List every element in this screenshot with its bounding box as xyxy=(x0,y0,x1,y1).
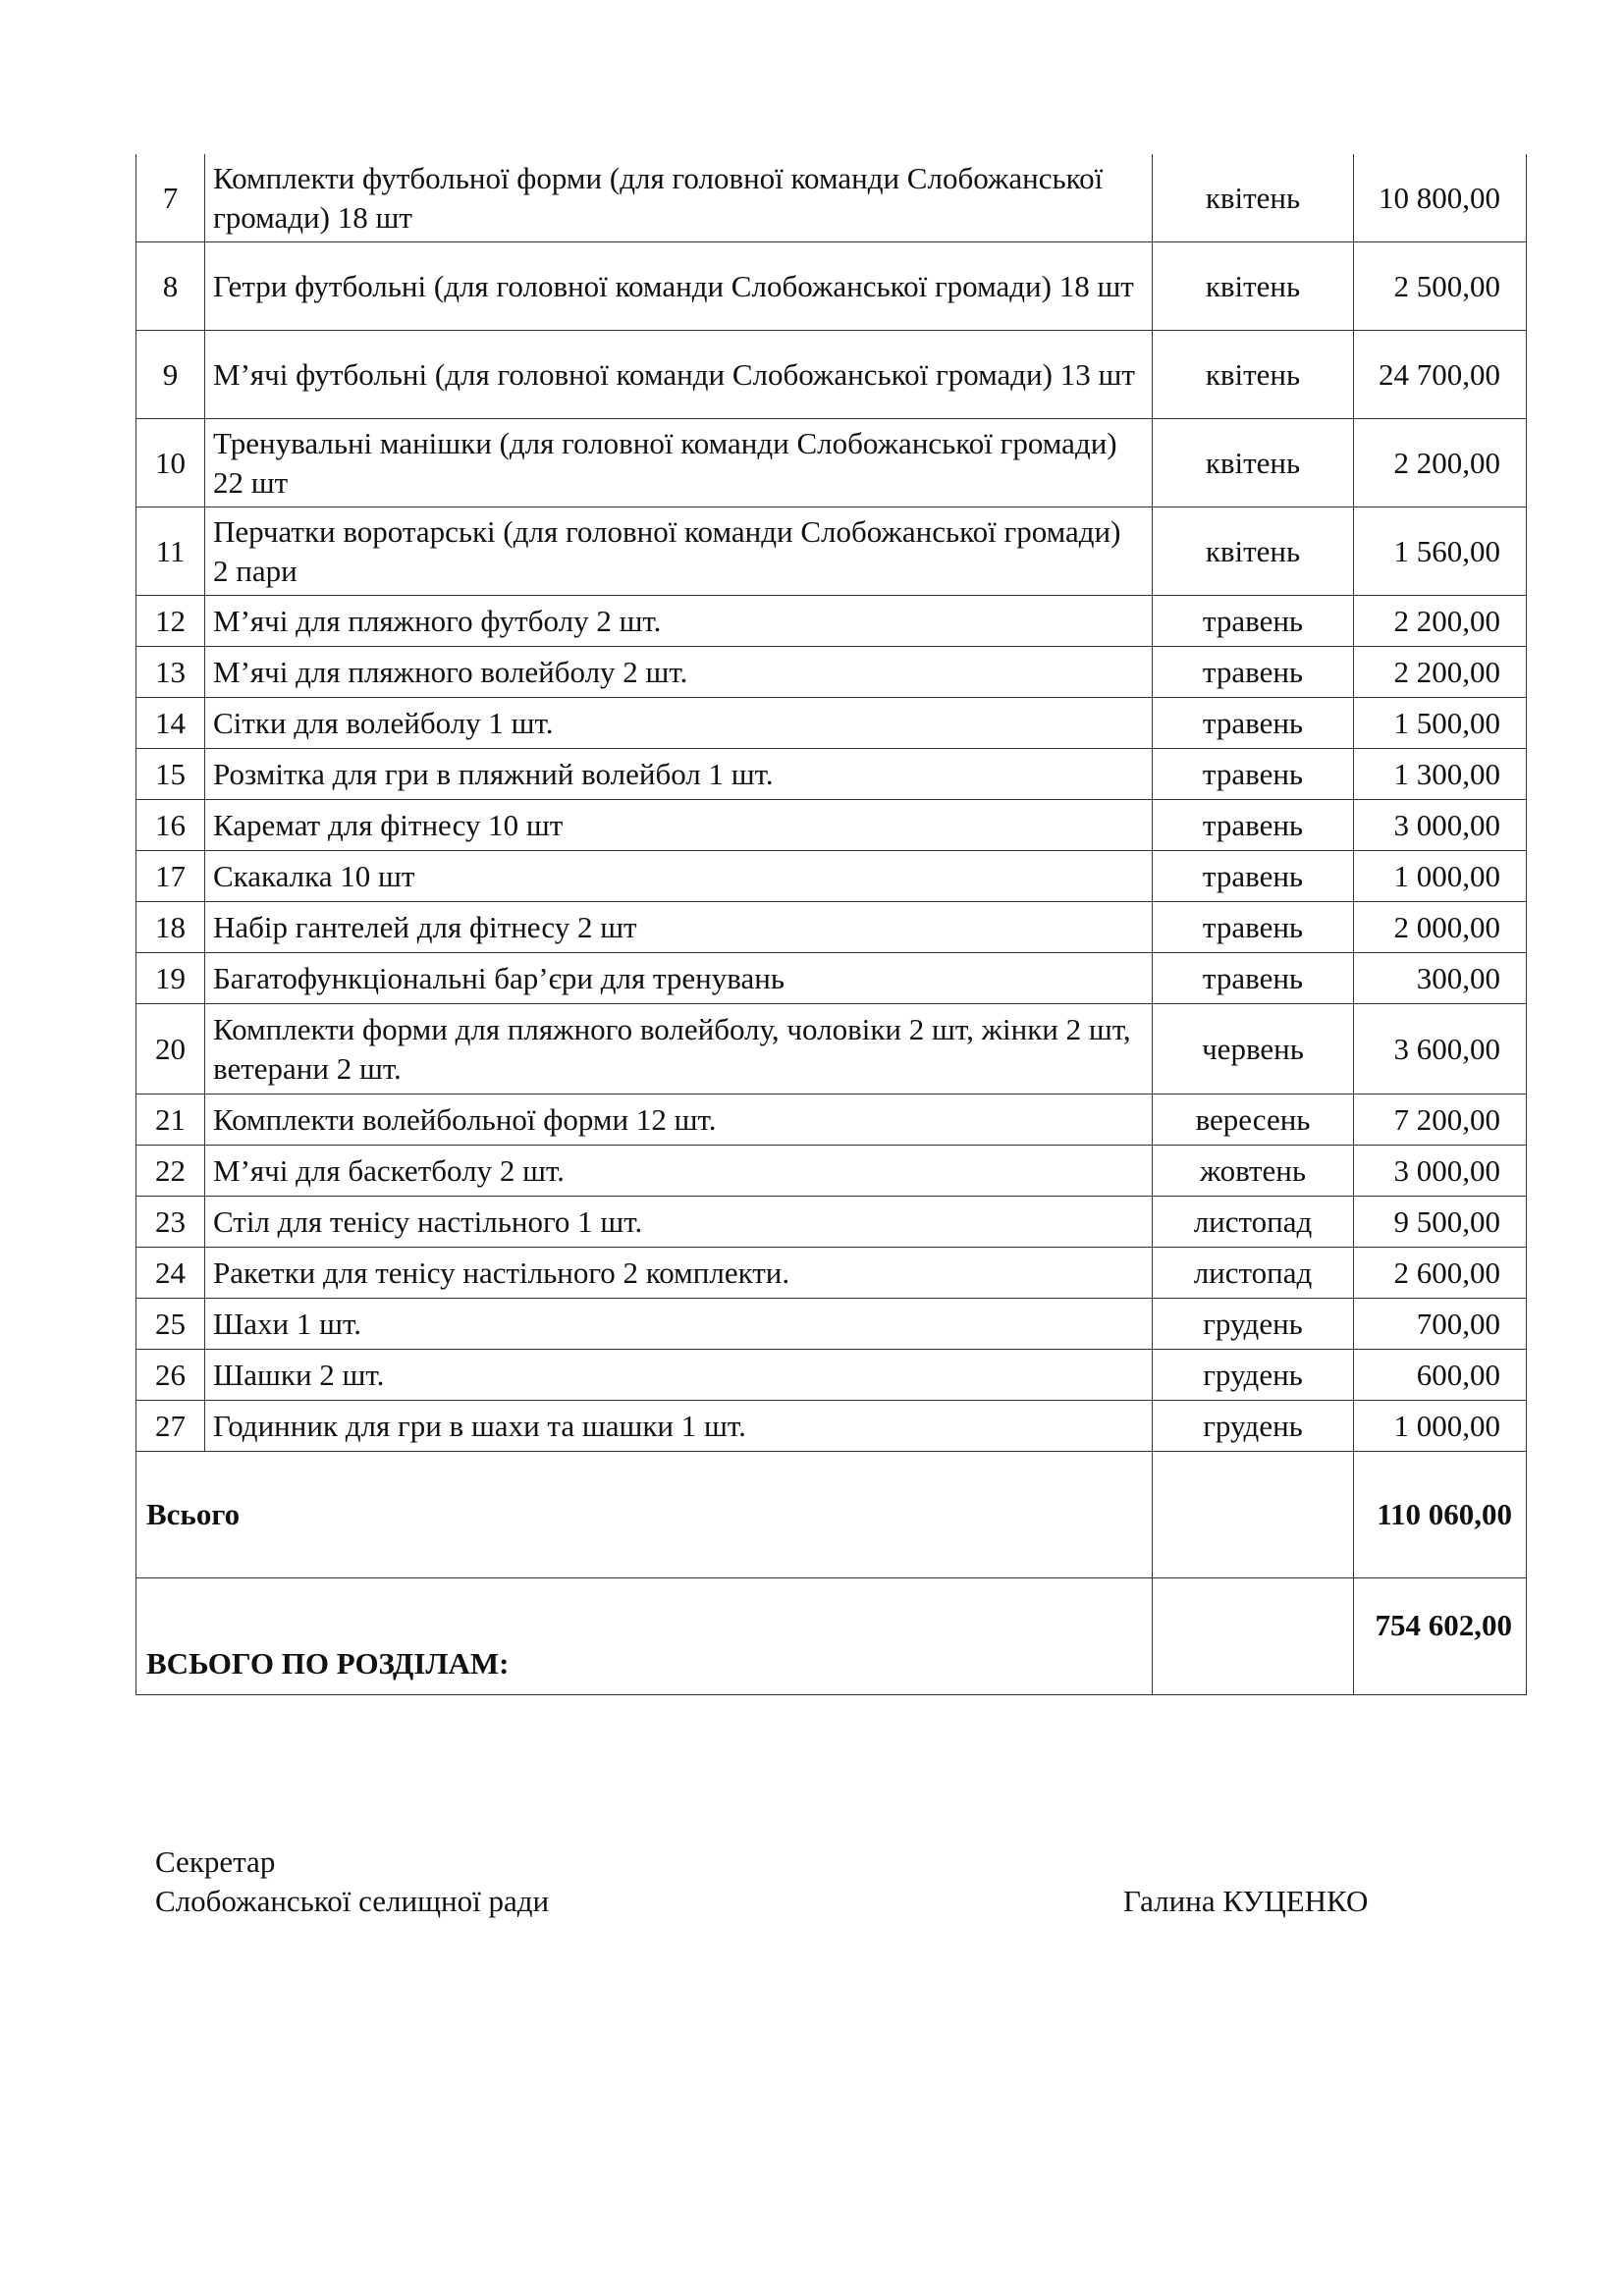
item-amount: 2 000,00 xyxy=(1354,902,1527,953)
table-row xyxy=(136,1350,1527,1401)
item-amount: 700,00 xyxy=(1354,1299,1527,1350)
item-name: Годинник для гри в шахи та шашки 1 шт. xyxy=(205,1401,1153,1452)
item-amount: 7 200,00 xyxy=(1354,1095,1527,1146)
total-label: Всього xyxy=(136,1452,1153,1578)
total-row xyxy=(136,1452,1527,1578)
purchase-month: квітень xyxy=(1153,242,1354,331)
item-name: Скакалка 10 шт xyxy=(205,851,1153,902)
row-number: 7 xyxy=(136,154,205,242)
purchase-month: травень xyxy=(1153,800,1354,851)
table-row xyxy=(136,953,1527,1004)
item-amount: 1 000,00 xyxy=(1354,1401,1527,1452)
table-row xyxy=(136,902,1527,953)
row-number: 16 xyxy=(136,800,205,851)
table-row xyxy=(136,1197,1527,1248)
item-amount: 3 000,00 xyxy=(1354,1146,1527,1197)
item-name: М’ячі для пляжного волейболу 2 шт. xyxy=(205,647,1153,698)
table-row xyxy=(136,1299,1527,1350)
row-number: 8 xyxy=(136,242,205,331)
table-row xyxy=(136,647,1527,698)
purchase-month: жовтень xyxy=(1153,1146,1354,1197)
item-name: Стіл для тенісу настільного 1 шт. xyxy=(205,1197,1153,1248)
row-number: 27 xyxy=(136,1401,205,1452)
purchase-month: травень xyxy=(1153,851,1354,902)
table-row xyxy=(136,1004,1527,1095)
purchase-month: травень xyxy=(1153,902,1354,953)
position-title: Секретар xyxy=(155,1844,276,1879)
item-name: Ракетки для тенісу настільного 2 комплекти. xyxy=(205,1248,1153,1299)
row-number: 15 xyxy=(136,749,205,800)
purchase-month: квітень xyxy=(1153,154,1354,242)
purchase-month: грудень xyxy=(1153,1299,1354,1350)
purchase-month: червень xyxy=(1153,1004,1354,1095)
table-row xyxy=(136,851,1527,902)
expenditure-table xyxy=(135,154,1527,1695)
item-name: Сітки для волейболу 1 шт. xyxy=(205,698,1153,749)
item-name: Розмітка для гри в пляжний волейбол 1 шт. xyxy=(205,749,1153,800)
row-number: 12 xyxy=(136,596,205,647)
purchase-month: травень xyxy=(1153,749,1354,800)
item-amount: 2 600,00 xyxy=(1354,1248,1527,1299)
total-empty-cell xyxy=(1153,1452,1354,1578)
table-row xyxy=(136,698,1527,749)
purchase-month: вересень xyxy=(1153,1095,1354,1146)
table-row xyxy=(136,800,1527,851)
item-amount: 600,00 xyxy=(1354,1350,1527,1401)
item-amount: 2 200,00 xyxy=(1354,419,1527,507)
item-name: Шахи 1 шт. xyxy=(205,1299,1153,1350)
item-name: М’ячі для пляжного футболу 2 шт. xyxy=(205,596,1153,647)
row-number: 20 xyxy=(136,1004,205,1095)
table-row xyxy=(136,596,1527,647)
row-number: 25 xyxy=(136,1299,205,1350)
purchase-month: травень xyxy=(1153,953,1354,1004)
item-name: Перчатки воротарські (для головної команди Слобожанської громади) 2 пари xyxy=(205,507,1153,596)
grand-total-label: ВСЬОГО ПО РОЗДІЛАМ: xyxy=(136,1578,1153,1695)
purchase-month: травень xyxy=(1153,647,1354,698)
purchase-month: листопад xyxy=(1153,1197,1354,1248)
row-number: 13 xyxy=(136,647,205,698)
item-name: Багатофункціональні бар’єри для тренувань xyxy=(205,953,1153,1004)
row-number: 22 xyxy=(136,1146,205,1197)
item-name: М’ячі футбольні (для головної команди Слобожанської громади) 13 шт xyxy=(205,331,1153,419)
table-row xyxy=(136,1401,1527,1452)
row-number: 10 xyxy=(136,419,205,507)
table-row xyxy=(136,154,1527,242)
table-row xyxy=(136,1248,1527,1299)
expenditure-rows xyxy=(136,154,1527,1452)
total-value: 110 060,00 xyxy=(1354,1452,1527,1578)
item-name: Комплекти футбольної форми (для головної команди Слобожанської громади) 18 шт xyxy=(205,154,1153,242)
item-name: М’ячі для баскетболу 2 шт. xyxy=(205,1146,1153,1197)
table-row xyxy=(136,331,1527,419)
signatory-position xyxy=(155,1842,549,1922)
item-amount: 2 200,00 xyxy=(1354,647,1527,698)
item-amount: 1 300,00 xyxy=(1354,749,1527,800)
row-number: 19 xyxy=(136,953,205,1004)
purchase-month: грудень xyxy=(1153,1350,1354,1401)
row-number: 18 xyxy=(136,902,205,953)
item-name: Тренувальні манішки (для головної команди Слобожанської громади) 22 шт xyxy=(205,419,1153,507)
table-row xyxy=(136,1095,1527,1146)
purchase-month: квітень xyxy=(1153,331,1354,419)
item-name: Набір гантелей для фітнесу 2 шт xyxy=(205,902,1153,953)
item-amount: 300,00 xyxy=(1354,953,1527,1004)
purchase-month: грудень xyxy=(1153,1401,1354,1452)
grand-total-value: 754 602,00 xyxy=(1354,1578,1527,1695)
item-name: Гетри футбольні (для головної команди Слобожанської громади) 18 шт xyxy=(205,242,1153,331)
item-amount: 9 500,00 xyxy=(1354,1197,1527,1248)
row-number: 26 xyxy=(136,1350,205,1401)
row-number: 21 xyxy=(136,1095,205,1146)
signatory-name: Галина КУЦЕНКО xyxy=(1123,1884,1369,1918)
item-amount: 24 700,00 xyxy=(1354,331,1527,419)
item-name: Шашки 2 шт. xyxy=(205,1350,1153,1401)
item-name: Каремат для фітнесу 10 шт xyxy=(205,800,1153,851)
item-name: Комплекти форми для пляжного волейболу, чоловіки 2 шт, жінки 2 шт, ветерани 2 шт. xyxy=(205,1004,1153,1095)
table-row xyxy=(136,242,1527,331)
row-number: 9 xyxy=(136,331,205,419)
row-number: 14 xyxy=(136,698,205,749)
item-amount: 1 500,00 xyxy=(1354,698,1527,749)
item-amount: 10 800,00 xyxy=(1354,154,1527,242)
purchase-month: квітень xyxy=(1153,419,1354,507)
purchase-month: травень xyxy=(1153,698,1354,749)
grand-total-empty-cell xyxy=(1153,1578,1354,1695)
purchase-month: травень xyxy=(1153,596,1354,647)
item-amount: 3 600,00 xyxy=(1354,1004,1527,1095)
row-number: 24 xyxy=(136,1248,205,1299)
purchase-month: листопад xyxy=(1153,1248,1354,1299)
item-amount: 2 200,00 xyxy=(1354,596,1527,647)
purchase-month: квітень xyxy=(1153,507,1354,596)
item-amount: 3 000,00 xyxy=(1354,800,1527,851)
grand-total-row xyxy=(136,1578,1527,1695)
table-row xyxy=(136,419,1527,507)
table-row xyxy=(136,1146,1527,1197)
item-amount: 1 000,00 xyxy=(1354,851,1527,902)
row-number: 11 xyxy=(136,507,205,596)
item-amount: 2 500,00 xyxy=(1354,242,1527,331)
item-amount: 1 560,00 xyxy=(1354,507,1527,596)
council-name: Слобожанської селищної ради xyxy=(155,1884,550,1919)
item-name: Комплекти волейбольної форми 12 шт. xyxy=(205,1095,1153,1146)
row-number: 23 xyxy=(136,1197,205,1248)
row-number: 17 xyxy=(136,851,205,902)
table-row xyxy=(136,749,1527,800)
table-row xyxy=(136,507,1527,596)
